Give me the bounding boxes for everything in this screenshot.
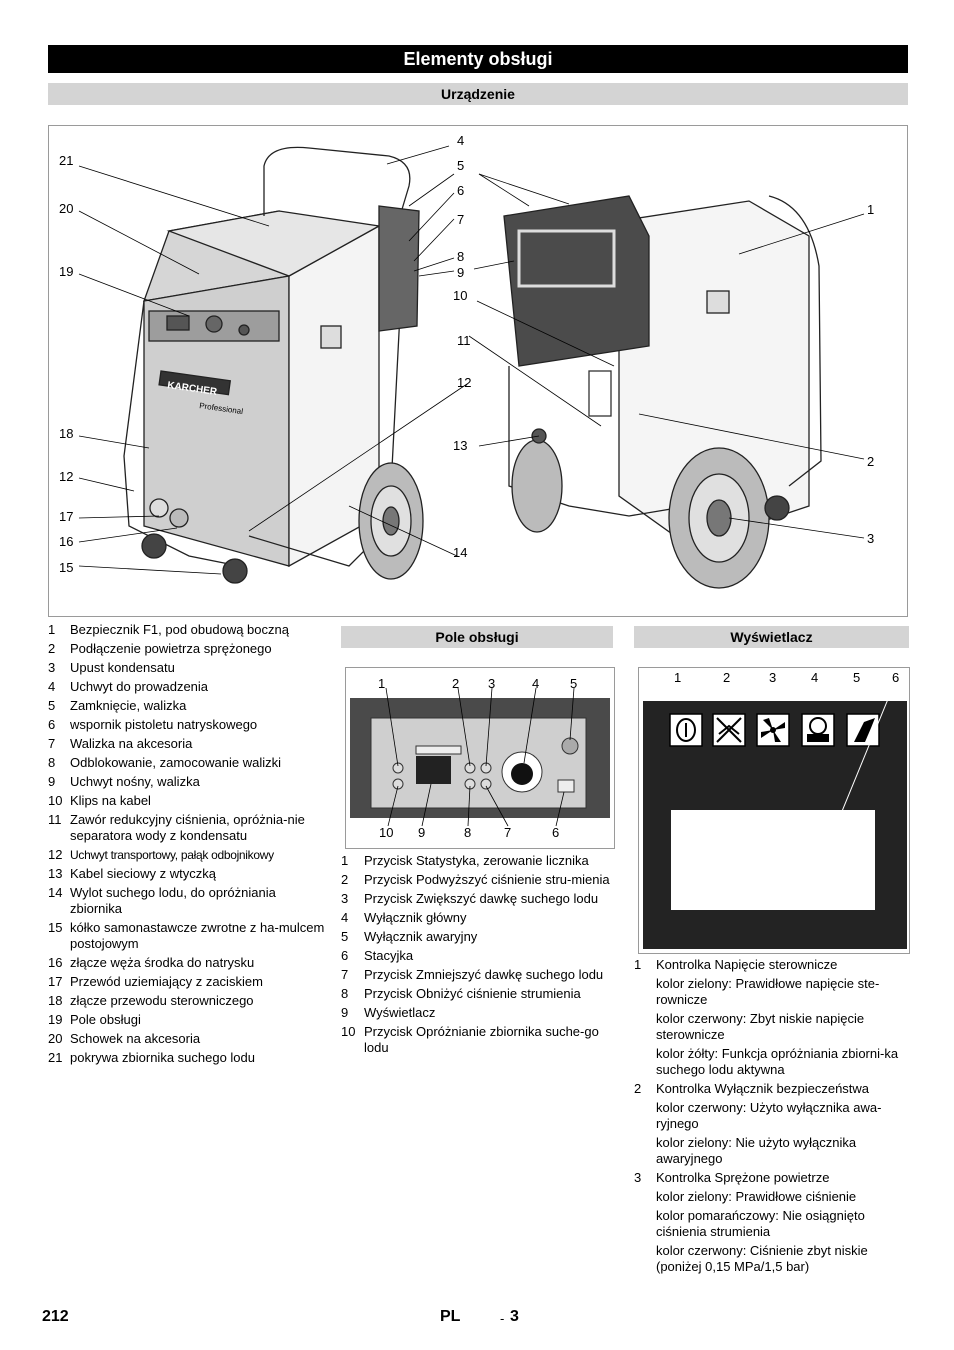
- callout-21: 21: [59, 153, 74, 168]
- callout-13: 13: [453, 438, 468, 453]
- list-item: 8 Przycisk Obniżyć ciśnienie strumienia: [341, 986, 581, 1001]
- list-item: 10 Klips na kabel: [48, 793, 151, 808]
- list-subitem: kolor czerwony: Zbyt niskie napięcie sterownicze: [656, 1011, 865, 1042]
- callout-19: 19: [59, 264, 74, 279]
- callout-14: 14: [453, 545, 468, 560]
- section-heading-display: Wyświetlacz: [634, 626, 909, 648]
- panel-callout-9: 9: [418, 825, 426, 840]
- display-callout-2: 2: [723, 670, 731, 685]
- karcher-logo-text: KARCHER: [166, 380, 218, 398]
- callout-7: 7: [457, 212, 465, 227]
- language-code: PL: [440, 1308, 461, 1325]
- display-callout-4: 4: [811, 670, 819, 685]
- callout-17: 17: [59, 509, 74, 524]
- panel-callout-5: 5: [570, 676, 578, 691]
- page-subnumber: 3: [510, 1308, 519, 1325]
- list-item: 3 Przycisk Zwiększyć dawkę suchego lodu: [341, 891, 599, 906]
- display-items-list: [634, 957, 909, 1278]
- list-subitem: kolor czerwony: Ciśnienie zbyt niskie (poniżej 0,15 MPa/1,5 bar): [656, 1243, 868, 1274]
- panel-callout-3: 3: [488, 676, 496, 691]
- callout-3: 3: [867, 531, 875, 546]
- callout-18: 18: [59, 426, 74, 441]
- list-item: 3 Kontrolka Sprężone powietrze: [634, 1170, 830, 1185]
- display-illustration: [639, 668, 909, 953]
- callout-8: 8: [457, 249, 465, 264]
- device-illustration: [49, 126, 907, 616]
- list-item: 1 Przycisk Statystyka, zerowanie licznika: [341, 853, 589, 868]
- page-title: Elementy obsługi: [48, 45, 908, 73]
- list-item: 19 Pole obsługi: [48, 1012, 141, 1027]
- panel-callout-6: 6: [552, 825, 560, 840]
- display-callout-1: 1: [674, 670, 682, 685]
- callout-10: 10: [453, 288, 468, 303]
- callout-1: 1: [867, 202, 875, 217]
- callout-6: 6: [457, 183, 465, 198]
- device-parts-list: [48, 622, 328, 1069]
- list-item: 5 Wyłącznik awaryjny: [341, 929, 478, 944]
- list-subitem: kolor pomarańczowy: Nie osiągnięto ciśnienia strumienia: [656, 1208, 865, 1239]
- section-heading-device: Urządzenie: [48, 83, 908, 105]
- list-item: 10 Przycisk Opróżnianie zbiornika suche-go lodu: [341, 1024, 599, 1055]
- footer-separator: -: [500, 1311, 505, 1326]
- control-panel-figure: [345, 667, 615, 849]
- panel-items-list: [341, 853, 616, 1059]
- list-item: 9 Wyświetlacz: [341, 1005, 436, 1020]
- list-subitem: kolor żółty: Funkcja opróżniania zbiorni-ka suchego lodu aktywna: [656, 1046, 899, 1077]
- callout-11: 11: [457, 333, 471, 348]
- list-item: 8 Odblokowanie, zamocowanie walizki: [48, 755, 281, 770]
- callout-16: 16: [59, 534, 74, 549]
- list-item: 14 Wylot suchego lodu, do opróżniania zbiornika: [48, 885, 276, 916]
- callout-5: 5: [457, 158, 465, 173]
- panel-callout-4: 4: [532, 676, 540, 691]
- list-item: 11 Zawór redukcyjny ciśnienia, opróżnia-nie separatora wody z kondensatu: [48, 812, 305, 843]
- list-item: 12 Uchwyt transportowy, pałąk odbojnikowy: [48, 847, 274, 862]
- callout-4: 4: [457, 133, 465, 148]
- list-item: 6 Stacyjka: [341, 948, 414, 963]
- callout-12-left: 12: [59, 469, 74, 484]
- list-subitem: kolor zielony: Prawidłowe ciśnienie: [656, 1189, 857, 1204]
- device-figure: [48, 125, 908, 617]
- list-item: 2 Kontrolka Wyłącznik bezpieczeństwa: [634, 1081, 870, 1096]
- callout-20: 20: [59, 201, 74, 216]
- page-number: 212: [42, 1308, 69, 1325]
- callout-15: 15: [59, 560, 74, 575]
- callout-12: 12: [457, 375, 472, 390]
- section-heading-panel: Pole obsługi: [341, 626, 613, 648]
- list-item: 6 wspornik pistoletu natryskowego: [48, 717, 258, 732]
- list-item: 16 złącze węża środka do natrysku: [48, 955, 255, 970]
- list-item: 4 Uchwyt do prowadzenia: [48, 679, 209, 694]
- list-item: 15 kółko samonastawcze zwrotne z ha-mulcem postojowym: [48, 920, 325, 951]
- list-item: 2 Podłączenie powietrza sprężonego: [48, 641, 272, 656]
- panel-callout-1: 1: [378, 676, 386, 691]
- list-item: 17 Przewód uziemiający z zaciskiem: [48, 974, 263, 989]
- panel-callout-10: 10: [379, 825, 394, 840]
- panel-callout-2: 2: [452, 676, 460, 691]
- display-callout-6: 6: [892, 670, 900, 685]
- list-item: 21 pokrywa zbiornika suchego lodu: [48, 1050, 255, 1065]
- panel-callout-8: 8: [464, 825, 472, 840]
- display-callout-3: 3: [769, 670, 777, 685]
- list-item: 7 Przycisk Zmniejszyć dawkę suchego lodu: [341, 967, 604, 982]
- list-item: 3 Upust kondensatu: [48, 660, 175, 675]
- list-subitem: kolor zielony: Prawidłowe napięcie ste-rownicze: [656, 976, 880, 1007]
- list-item: 7 Walizka na akcesoria: [48, 736, 193, 751]
- control-panel-illustration: [346, 668, 614, 848]
- list-subitem: kolor zielony: Nie użyto wyłącznika awaryjnego: [656, 1135, 857, 1166]
- list-item: 5 Zamknięcie, walizka: [48, 698, 187, 713]
- professional-label: Professional: [198, 401, 244, 417]
- list-item: 18 złącze przewodu sterowniczego: [48, 993, 254, 1008]
- list-item: 20 Schowek na akcesoria: [48, 1031, 201, 1046]
- panel-callout-7: 7: [504, 825, 512, 840]
- list-subitem: kolor czerwony: Użyto wyłącznika awa-ryjnego: [656, 1100, 882, 1131]
- list-item: 1 Kontrolka Napięcie sterownicze: [634, 957, 838, 972]
- list-item: 4 Wyłącznik główny: [341, 910, 467, 925]
- callout-9: 9: [457, 265, 465, 280]
- callout-2: 2: [867, 454, 875, 469]
- list-item: 9 Uchwyt nośny, walizka: [48, 774, 200, 789]
- list-item: 2 Przycisk Podwyższyć ciśnienie stru-mienia: [341, 872, 610, 887]
- display-callout-5: 5: [853, 670, 861, 685]
- list-item: 1 Bezpiecznik F1, pod obudową boczną: [48, 622, 289, 637]
- list-item: 13 Kabel sieciowy z wtyczką: [48, 866, 216, 881]
- display-figure: [638, 667, 910, 954]
